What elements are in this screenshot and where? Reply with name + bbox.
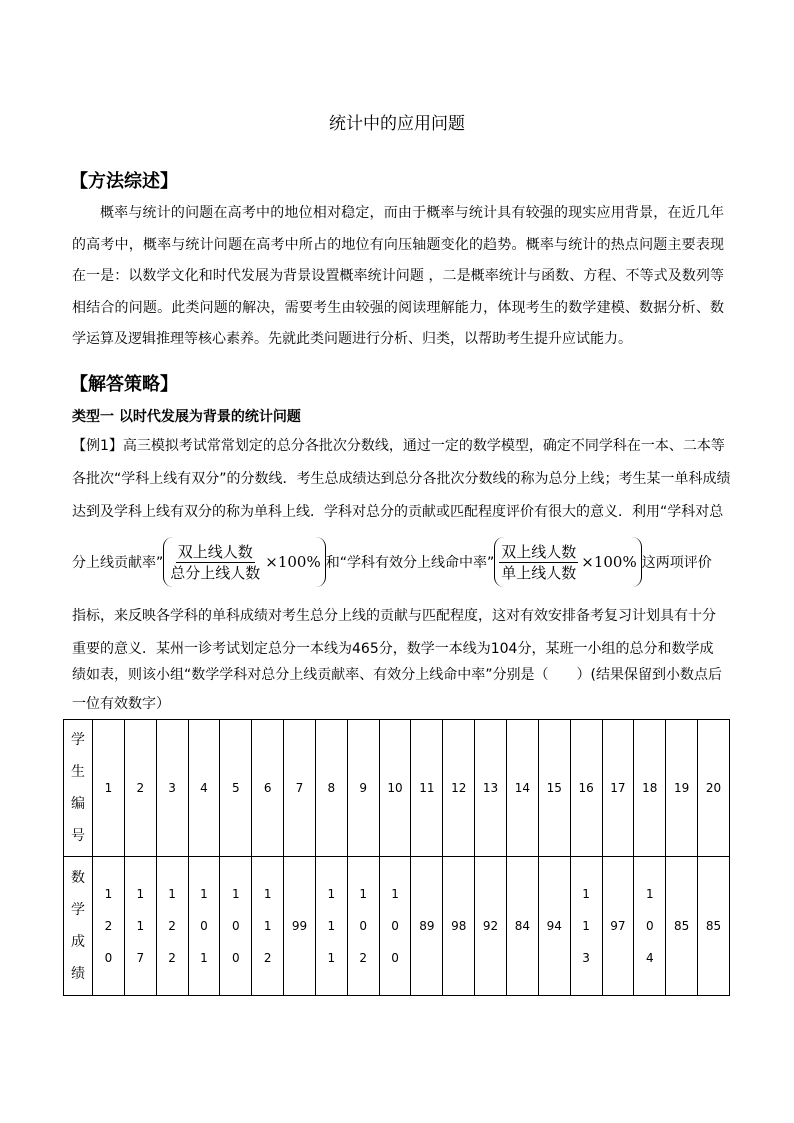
student-id-cell: 6 <box>252 720 284 857</box>
example-line-6: 重要的意义．某州一诊考试划定总分一本线为465分，数学一本线为104分，某班一小组的总分和数学成 <box>72 641 714 657</box>
math-score-row <box>64 857 730 996</box>
score-value: 100 <box>231 887 240 965</box>
fraction-denominator: 总分上线人数 <box>170 563 261 582</box>
example-line-7: 绩如表，则该小组“数学学科对总分上线贡献率、有效分上线命中率”分别是（ ）(结果保留到小数点后 <box>72 667 722 683</box>
score-value: 120 <box>104 887 113 965</box>
math-score-cell <box>156 857 188 996</box>
student-id-cell: 13 <box>475 720 507 857</box>
header-char: 绩 <box>71 966 85 982</box>
score-table <box>63 719 730 996</box>
header-char: 学 <box>71 732 85 748</box>
header-char: 号 <box>71 828 85 844</box>
example-line-5: 指标，来反映各学科的单科成绩对考生总分上线的贡献与匹配程度，这对有效安排备考复习计划具有十分 <box>72 608 716 624</box>
page-title: 统计中的应用问题 <box>329 114 465 134</box>
fraction <box>168 542 262 583</box>
header-char: 编 <box>71 796 85 812</box>
fraction-numerator: 双上线人数 <box>501 542 577 561</box>
formula-suffix: 这两项评价 <box>641 555 712 571</box>
contribution-rate-formula <box>163 537 325 587</box>
math-score-cell <box>570 857 602 996</box>
math-score-cell: 85 <box>698 857 730 996</box>
strategy-heading: 【解答策略】 <box>70 374 178 395</box>
math-score-cell: 97 <box>602 857 634 996</box>
example-line-2: 各批次“学科上线有双分”的分数线．考生总成绩达到总分各批次分数线的称为总分上线；考生某一单科成绩 <box>72 471 731 487</box>
math-score-cell <box>347 857 379 996</box>
math-score-cell: 99 <box>284 857 316 996</box>
type-heading: 类型一 以时代发展为背景的统计问题 <box>72 409 301 425</box>
row-header-student-id <box>64 720 93 857</box>
student-id-cell: 7 <box>284 720 316 857</box>
math-score-cell: 98 <box>443 857 475 996</box>
student-id-cell: 2 <box>124 720 156 857</box>
header-char: 数 <box>71 870 85 886</box>
fraction-numerator: 双上线人数 <box>177 542 253 561</box>
student-id-cell: 20 <box>698 720 730 857</box>
math-score-cell <box>124 857 156 996</box>
student-id-cell: 10 <box>379 720 411 857</box>
row-header-math-score <box>64 857 93 996</box>
formula-prefix: 分上线贡献率” <box>72 555 164 571</box>
student-id-cell: 3 <box>156 720 188 857</box>
fraction-denominator: 单上线人数 <box>501 563 577 582</box>
student-id-cell: 8 <box>315 720 347 857</box>
student-id-cell: 5 <box>220 720 252 857</box>
hit-rate-formula <box>494 537 641 587</box>
student-id-row <box>64 720 730 857</box>
student-id-cell: 16 <box>570 720 602 857</box>
math-score-cell <box>315 857 347 996</box>
example-line-3: 达到及学科上线有双分的称为单科上线．学科对总分的贡献或匹配程度评价有很大的意义．利用“学科对总 <box>72 504 724 520</box>
example-line-1: 【例1】高三模拟考试常常划定的总分各批次分数线，通过一定的数学模型，确定不同学科在一本、二本等 <box>72 438 725 454</box>
math-score-cell <box>188 857 220 996</box>
student-id-cell: 4 <box>188 720 220 857</box>
math-score-cell: 84 <box>506 857 538 996</box>
example-line-8: 一位有效数字） <box>72 696 170 712</box>
score-value: 111 <box>327 887 336 965</box>
score-value: 104 <box>645 887 654 965</box>
score-value: 117 <box>136 887 145 965</box>
method-paragraph: 概率与统计的问题在高考中的地位相对稳定，而由于概率与统计具有较强的现实应用背景，在近几年的高考中，概率与统计问题在高考中所占的地位有向压轴题变化的趋势。概率与统计的热点问题主要表现在一是：以数学文化和时代发展为背景设置概率统计问题 ，二是概率统计与函数、方程、不等式及数列等相结合的问题。此类问题的解决，需要考生由较强的阅读理解能力，体现考生的数学建模、数据分析、数学运算及逻辑推理等核心素养。先就此类问题进行分析、归类，以帮助考生提升应试能力。 <box>72 205 724 347</box>
percent-factor: ×100% <box>581 553 637 571</box>
score-value: 122 <box>168 887 176 965</box>
student-id-cell: 1 <box>93 720 125 857</box>
student-id-cell: 19 <box>666 720 698 857</box>
math-score-cell: 89 <box>411 857 443 996</box>
student-id-cell: 18 <box>634 720 666 857</box>
percent-factor: ×100% <box>265 553 321 571</box>
student-id-cell: 14 <box>506 720 538 857</box>
math-score-cell: 94 <box>538 857 570 996</box>
score-value: 113 <box>582 887 590 965</box>
student-id-cell: 9 <box>347 720 379 857</box>
method-heading: 【方法综述】 <box>70 171 178 192</box>
formula-middle: 和“学科有效分上线命中率” <box>325 555 495 571</box>
math-score-cell: 85 <box>666 857 698 996</box>
score-value: 100 <box>391 887 399 965</box>
fraction <box>499 542 578 583</box>
math-score-cell <box>634 857 666 996</box>
header-char: 成 <box>71 934 85 950</box>
math-score-cell <box>93 857 125 996</box>
student-id-cell: 15 <box>538 720 570 857</box>
score-value: 101 <box>200 887 208 965</box>
student-id-cell: 11 <box>411 720 443 857</box>
formula-row <box>72 532 712 592</box>
score-value: 102 <box>359 887 367 965</box>
math-score-cell <box>252 857 284 996</box>
math-score-cell <box>220 857 252 996</box>
header-char: 生 <box>71 764 85 780</box>
math-score-cell: 92 <box>475 857 507 996</box>
header-char: 学 <box>71 902 85 918</box>
student-id-cell: 17 <box>602 720 634 857</box>
math-score-cell <box>379 857 411 996</box>
score-value: 112 <box>263 887 272 965</box>
student-id-cell: 12 <box>443 720 475 857</box>
